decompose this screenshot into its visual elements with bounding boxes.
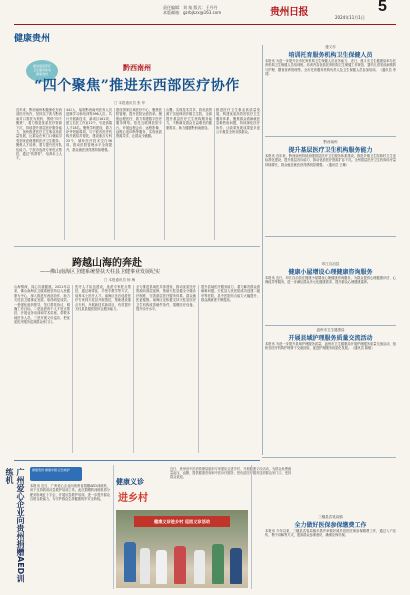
brief-divider bbox=[265, 136, 396, 137]
lead-article bbox=[14, 45, 260, 243]
brief-2-headline: 提升基层医疗卫生机构服务能力 bbox=[288, 147, 373, 154]
second-column-1: 山海情深，同心共谱健康。2021年以来，佛山南海区卫健系统坚持以人民健康为中心，深入推进东西部协作，助力天柱县卫健事业发展，取得明显成效。一是强化组织领导，签订帮扶协议，明确工作目标。二是选派骨干人才驻点帮扶，开展业务培训和学术讲座，带教本地医务人员。三是开展义诊巡诊，把优质医疗服务送到群众家门口。 bbox=[14, 285, 70, 325]
brief-4-kicker: 盘州市卫生健康局 bbox=[316, 328, 345, 332]
feature-title-top: 健康义诊 bbox=[116, 478, 144, 486]
brief-2-body: 本报讯 近年来，黔西南州持续加强基层医疗卫生服务体系建设，推进乡镇卫生院和村卫生室标准化建设，提升基层首诊能力，推动优质医疗资源扩容下沉。全州基层医疗卫生机构诊疗量持续增长，群众就近就医获得感明显增强。（通讯员 王琳） bbox=[265, 154, 396, 167]
brief-article-3 bbox=[265, 262, 396, 322]
lead-column-4: 山鹰。实现技术共享，将优质资源下沉延伸到乡镇卫生院，全面提升基层医疗卫生机构服务能力，不断满足群众日益增长的健康需求，助力健康黔西南建设。 bbox=[166, 108, 212, 130]
email-line: 本版邮箱：gzrbjkzx@163.com bbox=[163, 10, 222, 15]
column-divider bbox=[251, 465, 252, 589]
feature-intro: 近日，贵州省中医药管理局组织专家团队走进乡村，开展健康义诊活动，为群众免费测量血压、血糖，提供健康咨询和中医诊疗服务，把优质医疗服务送到群众家门口，受到群众欢迎。 bbox=[170, 467, 292, 480]
column-divider bbox=[214, 108, 215, 240]
filler-column bbox=[254, 467, 260, 587]
brief-1-body: 本报讯 为进一步提升全市托育机构卫生保健人员业务能力，近日，遵义市卫生健康局举办托育机构卫生保健人员培训班。培训内容包括托育机构卫生保健工作规范、婴幼儿常见疾病预防与护理、膳食营养管理等。全市托育服务机构负责人及卫生保健人员参加培训。（通讯员 李靖） bbox=[265, 59, 396, 77]
bottom-section-divider bbox=[14, 460, 260, 461]
page-number: 5 bbox=[378, 0, 387, 15]
sidebar-badge: 健康贵州·健康中国·应急救护 bbox=[30, 467, 82, 481]
lead-column-5: 推进医疗卫生事业高质量发展，构建优质高效的医疗卫生服务体系，聚焦群众看病就医急难愁盼问题，持续深化医疗协作，让改革发展成果更多更公平惠及全州各族群众。 bbox=[216, 108, 260, 135]
second-column-3: 全力推进县域医共体建设，推动优质医疗资源向基层延伸，帮助天柱县健全分级诊疗制度，完善基层医疗服务体系，群众就医更便捷。南海区还积极支持天柱县医疗卫生机构改善硬件条件，捐赠医疗设备，提升诊疗水平。 bbox=[136, 285, 196, 312]
brief-article-5 bbox=[265, 515, 396, 590]
second-byline: □ 本报通讯员 杨 梅 bbox=[104, 278, 136, 282]
lead-column-3: 建设国家区域医疗中心，聚焦医院管理，提升医院运营效率。聚焦远程医疗，着力构建数字医疗服务网络。依托互联网医院平台，开展远程会诊、远程影像、远程心电诊断等服务，实现优质资源共享，让群众少跑腿。 bbox=[116, 108, 162, 139]
photo-banner: 健康义诊进乡村 巡回义诊活动 bbox=[134, 516, 230, 527]
photo-person bbox=[212, 544, 224, 584]
header-rule bbox=[14, 24, 396, 25]
lead-column-1: 近年来，黔西南州积极深化东西部医疗协作，坚持以宁波与黔西南对口帮扶为契机，围绕“四个聚焦”，着力推进优质医疗资源下沉，持续提升基层医疗服务能力，加快推进医疗卫生事业高质量发展，让群众在家门口就能享受到优质便捷的医疗卫生服务。聚焦人才培养，着力提升医疗队伍能力。宁波市选派专家驻点帮扶，通过“传帮带”，培养本土人才。 bbox=[16, 108, 62, 161]
section-title: 健康贵州 bbox=[14, 34, 51, 44]
column-divider bbox=[164, 108, 165, 240]
photo-person bbox=[140, 548, 150, 584]
page-header bbox=[0, 0, 410, 48]
column-divider bbox=[72, 285, 73, 453]
lead-byline: □ 本报通讯员 张 华 bbox=[114, 101, 146, 105]
brief-article-2 bbox=[265, 140, 396, 235]
brief-3-headline: 健康小屋增设心理健康咨询服务 bbox=[288, 269, 373, 276]
lead-column-2: 441人，接收黔西南州医务人员进修学习和培训等496人次。共计开展新技术、新项目161项，建立名医工作室12个，引进高端人才18名。聚焦学科建设，着力补齐短板弱项。与宁波市医疗机构开展结对帮扶，建设重点专科25个，填补医疗技术空白36项，推动医院管理水平全面提升，群众就医获得感持续增强。 bbox=[66, 108, 112, 152]
brief-4-headline: 开展县域护理服务质量交流活动 bbox=[288, 335, 373, 342]
brief-1-headline: 培训托育服务机构卫生保健人员 bbox=[288, 52, 373, 59]
event-photo bbox=[116, 510, 248, 588]
brief-1-kicker: 遵义市 bbox=[325, 45, 336, 49]
badge-line-2: 卫生服务体系 bbox=[32, 68, 51, 72]
brief-divider bbox=[265, 236, 396, 237]
column-divider bbox=[114, 108, 115, 240]
brief-3-kicker: 印江自治县 bbox=[321, 262, 340, 266]
second-column-4: 提升县域医疗服务能力，着力解决群众看病难问题。天柱县人民医院成功创建二级甲等医院，县中医院综合能力大幅提升，群众满意度不断提高。 bbox=[201, 285, 260, 303]
second-column-2: 医疗人才队伍建设，选派专家驻点帮扶，通过师带徒、手把手教学等方式，培养本土医疗人才。南海区先后选派医疗专家到天柱县开展帮扶，帮助建设重点专科，开展新技术新项目，有效提升天柱县县级医院综合服务能力。 bbox=[75, 285, 131, 312]
brief-divider bbox=[262, 457, 396, 458]
right-column-divider bbox=[262, 45, 263, 455]
column-divider bbox=[198, 285, 199, 453]
brief-3-body: 本报讯 近日，印江自治县在健康小屋增设心理健康咨询服务，为群众提供心理健康评估、心理疏导等服务，进一步满足群众多元化健康需求，提升群众心理健康素养。 bbox=[265, 276, 396, 285]
photo-person bbox=[230, 548, 242, 584]
photo-person bbox=[124, 542, 136, 582]
second-headline: 跨越山海的奔赴 bbox=[72, 258, 142, 269]
badge-line-1: 推进基层医疗 bbox=[32, 64, 51, 68]
editor-line: 责任编辑：刘 灿 版式：王丹丹 bbox=[163, 5, 218, 10]
section-divider bbox=[14, 246, 260, 247]
brief-5-kicker: 三穗县武笔局镇 bbox=[318, 515, 343, 519]
photo-person bbox=[174, 546, 186, 584]
second-subheadline: ——佛山南海区卫健系统帮扶天柱县卫健事业发展纪实 bbox=[40, 269, 161, 275]
sidebar-body: 本报讯 近日，广州爱心企业向贵州省捐赠AED训练机，用于支持我省应急救护培训工作。此次捐赠的训练机将分配到各地红十字会，开展应急救护培训，进一步提升群众自救互救能力，为守护群众生命健康筑牢安全防线。 bbox=[30, 484, 110, 502]
brief-5-headline: 全力做好医保参保缴费工作 bbox=[294, 522, 367, 529]
feature-title-bottom: 进乡村 bbox=[118, 493, 148, 504]
photo-person bbox=[194, 550, 205, 584]
brief-article-4 bbox=[265, 328, 396, 426]
badge-line-3: 健康贵州 bbox=[35, 72, 48, 76]
column-divider bbox=[113, 465, 114, 589]
column-divider bbox=[64, 108, 65, 240]
brief-2-kicker: 黔西南州 bbox=[323, 140, 338, 144]
newspaper-logo: 贵州日报 bbox=[270, 7, 308, 18]
column-divider bbox=[133, 285, 134, 453]
brief-4-body: 本报讯 为进一步提升县域护理服务质量，盘州市卫生健康局开展护理服务质量交流活动，组织各医疗机构护理骨干交流经验，促进护理服务同质化发展。（通讯员 陈敏） bbox=[265, 342, 396, 351]
issue-date: 2024年11月1日 bbox=[335, 15, 365, 20]
photo-person bbox=[156, 550, 167, 584]
lead-headline: “四个聚焦”推进东西部医疗协作 bbox=[34, 78, 240, 94]
brief-divider bbox=[265, 325, 396, 326]
brief-article-1 bbox=[265, 45, 396, 135]
header-meta bbox=[163, 5, 221, 15]
lead-kicker: 黔西南州 bbox=[123, 64, 151, 72]
sidebar-vertical-title: 广州爱心企业向贵州捐赠AED训练机 bbox=[5, 468, 25, 583]
brief-5-body: 本报讯 今年以来，三穗县武笔局镇多措并举做好城乡居民医保参保缴费工作，通过入户宣传、集中讲解等方式，提高群众参保意识，确保应保尽保。 bbox=[265, 529, 396, 538]
